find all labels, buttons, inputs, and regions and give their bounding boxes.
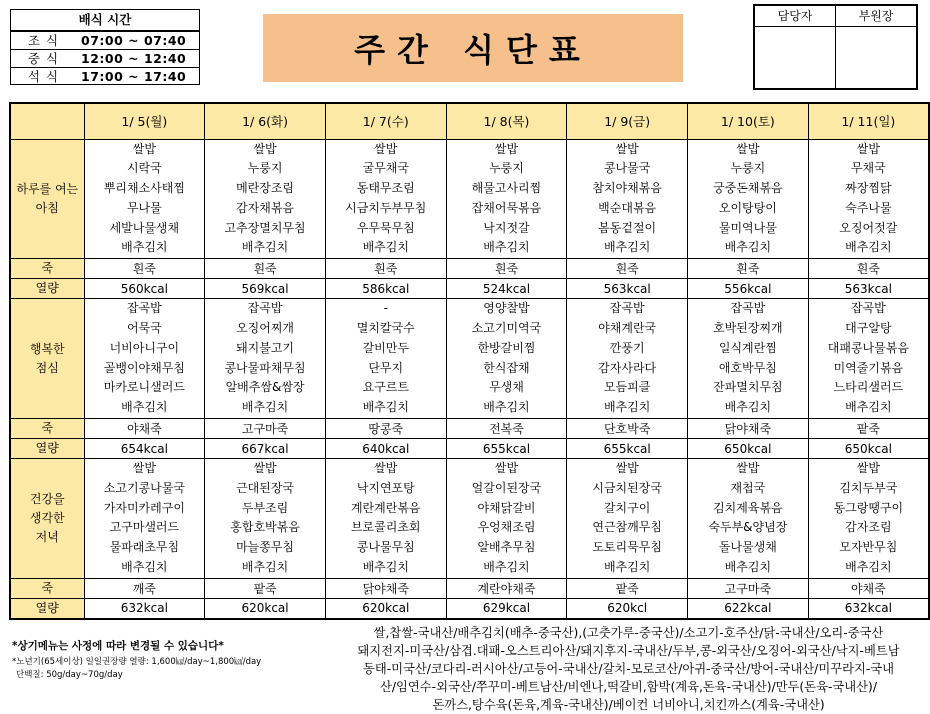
origin-line: 돈까스,탕수육(돈육,계육-국내산)/베이컨 너비아니,치킨까스(계육-국내산) [432,698,825,712]
dish-item: 우무묵무침 [356,220,415,235]
calorie-row [10,279,929,299]
meal-dishes-cell [567,459,688,579]
porridge-cell: 흰죽 [325,259,446,279]
calorie-cell: 569kcal [205,279,326,299]
calorie-cell: 620kcal [325,598,446,619]
dish-item: 쌀밥 [736,461,760,476]
dish-item: 어묵국 [126,321,162,336]
calorie-row [10,598,929,619]
dish-item: 배추김치 [121,560,168,575]
approval-header: 담당자 [755,6,835,27]
porridge-cell: 야채죽 [84,419,205,439]
dish-item: 쌀밥 [374,461,398,476]
dish-item: 배추김치 [845,400,892,415]
dish-item: 돌나물생채 [718,540,777,555]
meal-label: 행복한 점심 [10,299,84,419]
dish-item: 골뱅이야채무침 [103,360,185,375]
dish-item: 애호박무침 [718,360,777,375]
dish-item: 잡채어묵볶음 [471,200,542,215]
dish-item: 가자미카레구이 [103,500,185,515]
dish-item: 잡곡밥 [126,301,162,316]
dish-item: 오징어찌개 [236,321,295,336]
porridge-cell: 흰죽 [808,259,929,279]
dish-item: 돼지불고기 [236,340,295,355]
calorie-cell: 524kcal [446,279,567,299]
meal-dish-row [10,299,929,419]
dish-item: 배추김치 [603,240,651,255]
porridge-cell: 전복죽 [446,419,567,439]
meal-dishes-cell [688,139,809,259]
porridge-cell: 고구마죽 [205,419,326,439]
dish-item: 일식계란찜 [718,340,777,355]
meal-dish-row [10,139,929,259]
dish-item: 짜장찜닭 [845,181,892,196]
meal-time-row-lunch [11,50,199,68]
porridge-label: 죽 [10,419,84,439]
calorie-label: 열량 [10,279,84,299]
dish-item: 고구마샐러드 [109,520,180,535]
dish-item: 쌀밥 [494,141,519,156]
dish-item: 호박된장찌개 [713,321,783,336]
dish-item: 배추김치 [603,560,651,575]
porridge-cell: 팥죽 [808,419,929,439]
dish-item: 대구알탕 [845,321,892,336]
dish-item: 무나물 [126,200,162,215]
dish-item: 단무지 [368,360,404,375]
calorie-label: 열량 [10,439,84,459]
meal-dishes-cell [205,299,326,419]
meal-dish-row [10,459,929,579]
dish-item: 낙지연포탕 [356,480,415,495]
meal-label: 건강을 생각한 저녁 [10,459,84,579]
calorie-cell: 632kcal [84,598,205,619]
dish-item: 갈비만두 [362,340,409,355]
dish-item: 고추장멸치무침 [224,220,306,235]
dish-item: 뿌리채소사태찜 [103,181,185,196]
meal-dishes-cell [446,139,567,259]
dish-item: 야채계란국 [598,321,657,336]
origin-line: 돼지전지-미국산/삼겹.대패-오스트리아산/돼지후지-국내산/두부,콩-외국산/오징어-외국산/낙지-베트남 [357,644,900,658]
meal-dishes-cell [205,459,326,579]
meal-dishes-cell [446,299,567,419]
dish-item: 알배추쌈&쌈장 [225,380,305,395]
calorie-cell: 620kcal [205,598,326,619]
day-header: 1/ 5(월) [84,103,205,139]
dish-item: 잡곡밥 [730,301,766,316]
porridge-label: 죽 [10,578,84,598]
dish-item: 쌀밥 [132,461,156,476]
dish-item: 참치야채볶음 [592,181,662,196]
calorie-cell: 632kcal [808,598,929,619]
dish-item: 한식잡채 [483,360,530,375]
dish-item: 물파래초무침 [109,540,180,555]
calorie-cell: 640kcal [325,439,446,459]
dish-item: 배추김치 [121,400,168,415]
porridge-row [10,419,929,439]
dish-item: 멸치칼국수 [356,321,415,336]
porridge-cell: 단호박죽 [567,419,688,439]
dish-item: 동그랑땡구이 [833,500,904,515]
dish-item: 배추김치 [362,400,409,415]
dish-item: 야채닭갈비 [477,500,536,515]
dish-item: 도토리묵무침 [592,540,662,555]
meal-time-value: 17:00 ~ 17:40 [81,69,187,84]
dish-item: - [383,301,388,316]
dish-item: 오이탕탕이 [718,200,777,215]
dish-item: 쌀밥 [132,141,156,156]
calorie-cell: 620kcl [567,598,688,619]
meal-dishes-cell [325,459,446,579]
dish-item: 쌀밥 [856,461,880,476]
day-header: 1/ 6(화) [205,103,326,139]
dish-item: 콩나물무침 [356,540,415,555]
dish-item: 배추김치 [483,560,530,575]
dish-item: 무생채 [489,380,524,395]
meal-label: 하루를 여는 아침 [10,139,84,259]
dish-item: 무채국 [850,161,886,176]
dish-item: 해물고사리찜 [471,181,542,196]
dish-item: 영양찰밥 [483,301,530,316]
meal-dishes-cell [84,139,205,259]
dish-item: 재첩국 [730,480,766,495]
dish-item: 감자조림 [845,520,892,535]
porridge-row [10,259,929,279]
meal-time-label: 중식 [27,51,65,66]
porridge-cell: 흰죽 [205,259,326,279]
dish-item: 숙두부&양념장 [708,520,788,535]
meal-dishes-cell [567,299,688,419]
dish-item: 배추김치 [362,560,409,575]
porridge-cell: 야채죽 [808,578,929,598]
dish-item: 배추김치 [603,400,651,415]
dish-item: 느타리샐러드 [833,380,904,395]
calorie-cell: 560kcal [84,279,205,299]
porridge-cell: 흰죽 [567,259,688,279]
weekly-menu-table [9,102,930,615]
day-header: 1/ 7(수) [325,103,446,139]
porridge-cell: 닭야채죽 [688,419,809,439]
meal-dishes-cell [84,459,205,579]
porridge-cell: 고구마죽 [688,578,809,598]
dish-item: 물미역나물 [718,220,777,235]
meal-dishes-cell [808,139,929,259]
approval-column-manager [755,6,836,88]
porridge-cell: 흰죽 [688,259,809,279]
dish-item: 김치두부국 [839,480,898,495]
dish-item: 우엉채조림 [477,520,536,535]
meal-time-title: 배식 시간 [11,10,199,32]
dish-item: 쌀밥 [494,461,519,476]
dish-item: 쌀밥 [253,141,277,156]
signature-area [755,27,835,88]
page-title: 주간 식단표 [263,14,683,82]
dish-item: 쌀밥 [615,461,639,476]
dish-item: 배추김치 [483,240,530,255]
porridge-row [10,578,929,598]
calorie-recommendation: *노년기(65세이상) 일일권장량 열량: 1,600㎉/day~1,800㎉/day [12,657,262,667]
calorie-cell: 655kcal [567,439,688,459]
meal-dishes-cell [808,299,929,419]
dish-item: 봄동겉절이 [598,220,657,235]
origin-line: 쌀,찹쌀-국내산/배추김치(배추-중국산),(고춧가루-중국산)/소고기-호주산/닭-국내산/오리-중국산 [373,626,884,640]
dish-item: 배추김치 [362,240,409,255]
dish-item: 감자채볶음 [236,200,295,215]
dish-item: 요구르트 [362,380,409,395]
dish-item: 브로콜리초회 [350,520,421,535]
dish-item: 메란장조림 [236,181,295,196]
calorie-cell: 655kcal [446,439,567,459]
dish-item: 콩나물국 [603,161,651,176]
dish-item: 배추김치 [483,400,530,415]
day-header: 1/ 11(일) [808,103,929,139]
dish-item: 배추김치 [724,560,772,575]
dish-item: 감자사라다 [598,360,657,375]
dish-item: 모자반무침 [839,540,898,555]
dish-item: 콩나물파채무침 [224,360,306,375]
approval-column-vice-director [836,6,916,88]
dish-item: 잔파멸치무침 [713,380,783,395]
dish-item: 누룽지 [247,161,283,176]
meal-dishes-cell [567,139,688,259]
dish-item: 배추김치 [845,560,892,575]
day-header: 1/ 8(목) [446,103,567,139]
dish-item: 누룽지 [489,161,524,176]
dish-item: 시락국 [126,161,162,176]
dish-item: 시금치두부무침 [345,200,427,215]
calorie-cell: 629kcal [446,598,567,619]
porridge-cell: 흰죽 [84,259,205,279]
dish-item: 두부조림 [241,500,289,515]
corner-cell [10,103,84,139]
dish-item: 배추김치 [241,240,289,255]
dish-item: 배추김치 [121,240,168,255]
porridge-cell: 닭야채죽 [325,578,446,598]
dish-item: 계란계란볶음 [350,500,421,515]
dish-item: 대패콩나물볶음 [827,340,909,355]
dish-item: 너비아니구이 [109,340,180,355]
origin-line: 동태-미국산/코다리-러시아산/고등어-국내산/갈치-모로코산/아귀-중국산/방어-국내산/미꾸라지-국내 [362,662,895,676]
day-header-row [10,103,929,139]
dish-item: 배추김치 [724,400,772,415]
calorie-label: 열량 [10,598,84,619]
dish-item: 낙지젓갈 [483,220,530,235]
porridge-label: 죽 [10,259,84,279]
dish-item: 소고기미역국 [471,321,542,336]
dish-item: 알배추무침 [477,540,536,555]
dish-item: 마카로니샐러드 [103,380,185,395]
meal-dishes-cell [325,139,446,259]
meal-dishes-cell [688,299,809,419]
dish-item: 동태무조림 [356,181,415,196]
meal-time-value: 12:00 ~ 12:40 [81,51,187,66]
meal-time-label: 조식 [27,33,65,48]
dish-item: 잡곡밥 [247,301,283,316]
porridge-cell: 땅콩죽 [325,419,446,439]
dish-item: 근대된장국 [236,480,295,495]
dish-item: 김치제육볶음 [713,500,783,515]
dish-item: 배추김치 [724,240,772,255]
meal-time-value: 07:00 ~ 07:40 [81,33,187,48]
calorie-row [10,439,929,459]
porridge-cell: 계란야채죽 [446,578,567,598]
dish-item: 깐풍기 [609,340,645,355]
calorie-cell: 586kcal [325,279,446,299]
signature-area [836,27,916,88]
dish-item: 소고기콩나물국 [103,480,185,495]
calorie-cell: 654kcal [84,439,205,459]
dish-item: 배추김치 [845,240,892,255]
dish-item: 쌀밥 [736,141,760,156]
calorie-cell: 650kcal [688,439,809,459]
dish-item: 마늘쫑무침 [236,540,295,555]
meal-time-row-dinner [11,68,199,85]
porridge-cell: 깨죽 [84,578,205,598]
dish-item: 잡곡밥 [850,301,886,316]
meal-time-label: 석식 [27,69,65,84]
approval-header: 부원장 [836,6,916,27]
dish-item: 모듬피클 [603,380,651,395]
dish-item: 배추김치 [241,560,289,575]
nutrition-note [12,656,261,682]
calorie-cell: 667kcal [205,439,326,459]
day-header: 1/ 10(토) [688,103,809,139]
protein-recommendation: 단백질: 50g/day~70g/day [16,670,123,680]
approval-box [753,4,918,90]
dish-item: 얼갈이된장국 [471,480,542,495]
meal-dishes-cell [688,459,809,579]
dish-item: 쌀밥 [856,141,880,156]
meal-time-row-breakfast [11,32,199,50]
meal-dishes-cell [325,299,446,419]
dish-item: 쌀밥 [374,141,398,156]
origin-line: 산/임연수-외국산/쭈꾸미-베트남산/비엔나,떡갈비,함박(계육,돈육-국내산)/만두(돈육-국내산)/ [379,680,878,694]
meal-dishes-cell [808,459,929,579]
dish-item: 쌀밥 [615,141,639,156]
day-header: 1/ 9(금) [567,103,688,139]
calorie-cell: 563kcal [567,279,688,299]
calorie-cell: 622kcal [688,598,809,619]
meal-dishes-cell [205,139,326,259]
dish-item: 궁중돈채볶음 [713,181,783,196]
dish-item: 잡곡밥 [609,301,645,316]
meal-dishes-cell [84,299,205,419]
origin-info [330,624,927,714]
dish-item: 한방갈비찜 [477,340,536,355]
menu-change-note: *상기메뉴는 사정에 따라 변경될 수 있습니다* [12,640,224,652]
calorie-cell: 563kcal [808,279,929,299]
dish-item: 숙주나물 [845,200,892,215]
dish-item: 백순대볶음 [598,200,657,215]
dish-item: 오징어젓갈 [839,220,898,235]
dish-item: 갈치구이 [603,500,651,515]
dish-item: 배추김치 [241,400,289,415]
porridge-cell: 팥죽 [567,578,688,598]
dish-item: 굴무채국 [362,161,409,176]
meal-dishes-cell [446,459,567,579]
dish-item: 미역줄기볶음 [833,360,904,375]
dish-item: 세발나물생채 [109,220,180,235]
porridge-cell: 흰죽 [446,259,567,279]
dish-item: 홍합호박볶음 [230,520,300,535]
dish-item: 시금치된장국 [592,480,662,495]
dish-item: 쌀밥 [253,461,277,476]
meal-time-box [10,9,200,85]
porridge-cell: 팥죽 [205,578,326,598]
calorie-cell: 556kcal [688,279,809,299]
dish-item: 연근참깨무침 [592,520,662,535]
dish-item: 누룽지 [730,161,766,176]
calorie-cell: 650kcal [808,439,929,459]
